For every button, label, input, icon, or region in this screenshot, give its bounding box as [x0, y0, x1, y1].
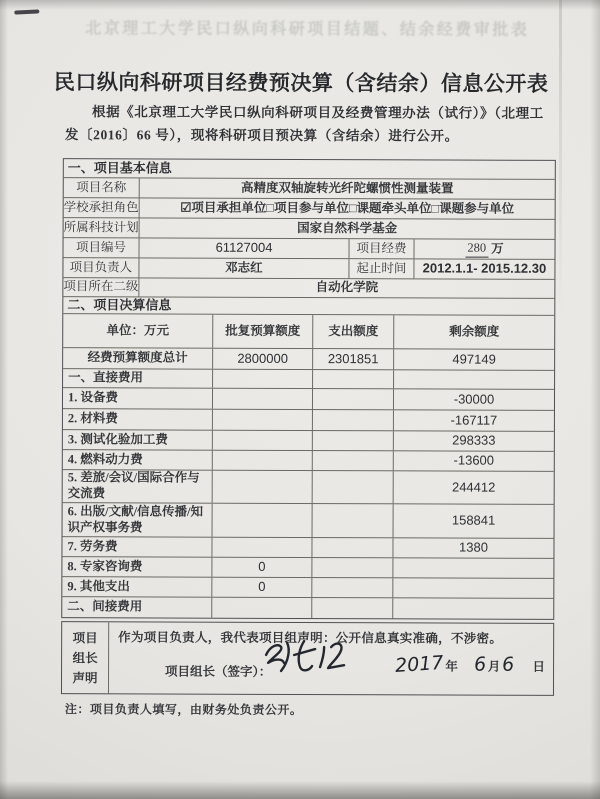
row-label: 2. 材料费: [63, 409, 213, 430]
row-remaining: -30000: [453, 391, 495, 407]
table-row: [63, 430, 554, 452]
project-name-row: [64, 178, 555, 200]
row-spent: [312, 538, 393, 557]
row-spent: [313, 504, 394, 537]
col-unit: 单位：万元: [63, 314, 213, 348]
row-remaining: [393, 598, 553, 619]
col-approved: 批复预算额度: [213, 315, 313, 348]
row-label: 二、间接费用: [62, 597, 212, 618]
table-row: [63, 388, 554, 411]
row-spent: [313, 410, 394, 430]
row-spent: [313, 431, 394, 450]
row-label: 一、直接费用: [63, 369, 213, 388]
date-year: 2017: [394, 651, 445, 677]
day-unit: 日: [532, 659, 546, 674]
row-approved: [213, 451, 313, 470]
date-day: 6: [501, 653, 516, 677]
signature-date: [395, 653, 547, 676]
row-label: 3. 测试化验加工费: [63, 430, 213, 450]
project-id-row: [63, 238, 554, 260]
row-remaining: 497149: [452, 351, 496, 367]
row-remaining: -167117: [450, 412, 498, 428]
funding-unit: 万: [491, 241, 504, 256]
row-spent: [313, 389, 394, 409]
table-row-direct: [63, 369, 554, 390]
table-row: [62, 577, 553, 599]
project-id-label: 项目编号: [63, 238, 139, 257]
science-plan-label: 所属科技计划: [64, 218, 140, 237]
table-row-indirect: [62, 597, 553, 619]
row-spent: 2301851: [313, 349, 394, 369]
settlement-header-row: [63, 314, 554, 350]
table-row: [63, 450, 554, 472]
row-spent: [312, 598, 393, 618]
row-approved: 0: [212, 558, 312, 577]
row-approved: 0: [212, 578, 312, 597]
department-label: 项目所在二级: [63, 278, 139, 296]
row-label: 5. 差旅/会议/国际合作与交流费: [63, 470, 213, 503]
declaration-side-label: 项目 组长 声明: [62, 622, 109, 693]
col-remaining: 剩余额度: [449, 324, 500, 339]
row-remaining: 1380: [458, 539, 488, 556]
project-name-value: 高精度双轴旋转光纤陀螺惯性测量装置: [240, 180, 454, 196]
table-row: [63, 470, 554, 505]
science-plan-value: 国家自然科学基金: [297, 220, 398, 236]
row-approved: 2800000: [213, 349, 313, 369]
row-label: 8. 专家咨询费: [62, 557, 212, 577]
col-spent: 支出额度: [313, 315, 394, 348]
row-spent: [313, 370, 394, 388]
signature-label: 项目组长（签字）：: [165, 664, 272, 679]
section1-title: 一、项目基本信息: [67, 160, 172, 176]
period-value: 2012.1.1- 2015.12.30: [422, 260, 547, 277]
table-row: [62, 557, 553, 579]
row-remaining: 298333: [452, 432, 496, 449]
row-spent: [312, 578, 393, 597]
declaration-box: [61, 621, 554, 696]
row-remaining: 158841: [451, 512, 496, 529]
row-approved: [213, 504, 313, 537]
row-approved: [213, 370, 313, 388]
row-approved: [212, 538, 312, 557]
row-spent: [313, 471, 394, 503]
table-row: [63, 503, 554, 539]
declaration-body: [109, 622, 553, 695]
row-remaining: -13600: [453, 452, 495, 469]
funding-value: [414, 239, 554, 258]
declaration-statement: 作为项目负责人，我代表项目组声明：公开信息真实准确，不涉密。: [118, 630, 503, 646]
section1-header-row: [64, 159, 555, 180]
funding-amount: 280: [465, 241, 488, 258]
row-approved: [213, 410, 313, 430]
row-label: 6. 出版/文献/信息传播/知识产权事务费: [63, 503, 213, 537]
project-name-label: 项目名称: [64, 178, 140, 197]
row-remaining: [394, 370, 554, 389]
intro-paragraph: 根据《北京理工大学民口纵向科研项目及经费管理办法（试行）》（北理工发〔2016〕66 号），现将科研项目预决算（含结余）进行公开。: [64, 104, 544, 144]
date-month: 6: [473, 653, 487, 677]
footnote: 注：项目负责人填写，由财务处负责公开。: [64, 702, 303, 718]
project-id-value: 61127004: [139, 238, 349, 258]
table-row: [62, 537, 553, 559]
project-leader-value: 邓志红: [139, 258, 349, 278]
period-label: 起止时间: [349, 259, 414, 278]
project-leader-label: 项目负责人: [63, 258, 139, 277]
row-remaining: 244412: [451, 479, 496, 495]
science-plan-row: [64, 218, 555, 240]
table-row-total: [63, 348, 554, 371]
photo-bottom-edge-shadow: [0, 781, 600, 799]
section2-header-row: [63, 297, 554, 316]
school-role-label: 学校承担角色: [64, 198, 140, 217]
row-spent: [313, 451, 394, 470]
row-remaining: [393, 578, 553, 598]
row-spent: [312, 558, 393, 577]
section2-title: 二、项目决算信息: [67, 297, 172, 313]
staple-mark: [14, 9, 39, 14]
row-label: 经费预算额度总计: [63, 348, 213, 369]
year-unit: 年: [445, 659, 458, 674]
row-label: 1. 设备费: [63, 388, 213, 409]
school-role-checkboxes: ☑项目承担单位□项目参与单位□课题牵头单位□课题参与单位: [180, 200, 515, 216]
row-approved: [213, 471, 313, 503]
month-unit: 月: [487, 659, 501, 674]
row-approved: [212, 598, 312, 618]
row-label: 9. 其他支出: [62, 577, 212, 597]
handwritten-signature: [261, 631, 361, 683]
table-row: [63, 409, 554, 432]
school-role-row: [64, 198, 555, 220]
row-approved: [213, 389, 313, 409]
project-leader-row: [63, 258, 554, 280]
bleedthrough-text: 北京理工大学民口纵向科研项目结题、结余经费审批表: [85, 20, 530, 39]
department-value: 自动化学院: [315, 280, 379, 295]
main-table: [61, 158, 556, 620]
row-label: 7. 劳务费: [62, 537, 212, 557]
row-label: 4. 燃料动力费: [63, 450, 213, 470]
funding-label: 项目经费: [349, 239, 414, 258]
row-remaining: [393, 558, 553, 578]
page-title: 民口纵向科研项目经费预决算（含结余）信息公开表: [53, 70, 549, 96]
row-approved: [213, 431, 313, 450]
department-row: [63, 278, 554, 299]
